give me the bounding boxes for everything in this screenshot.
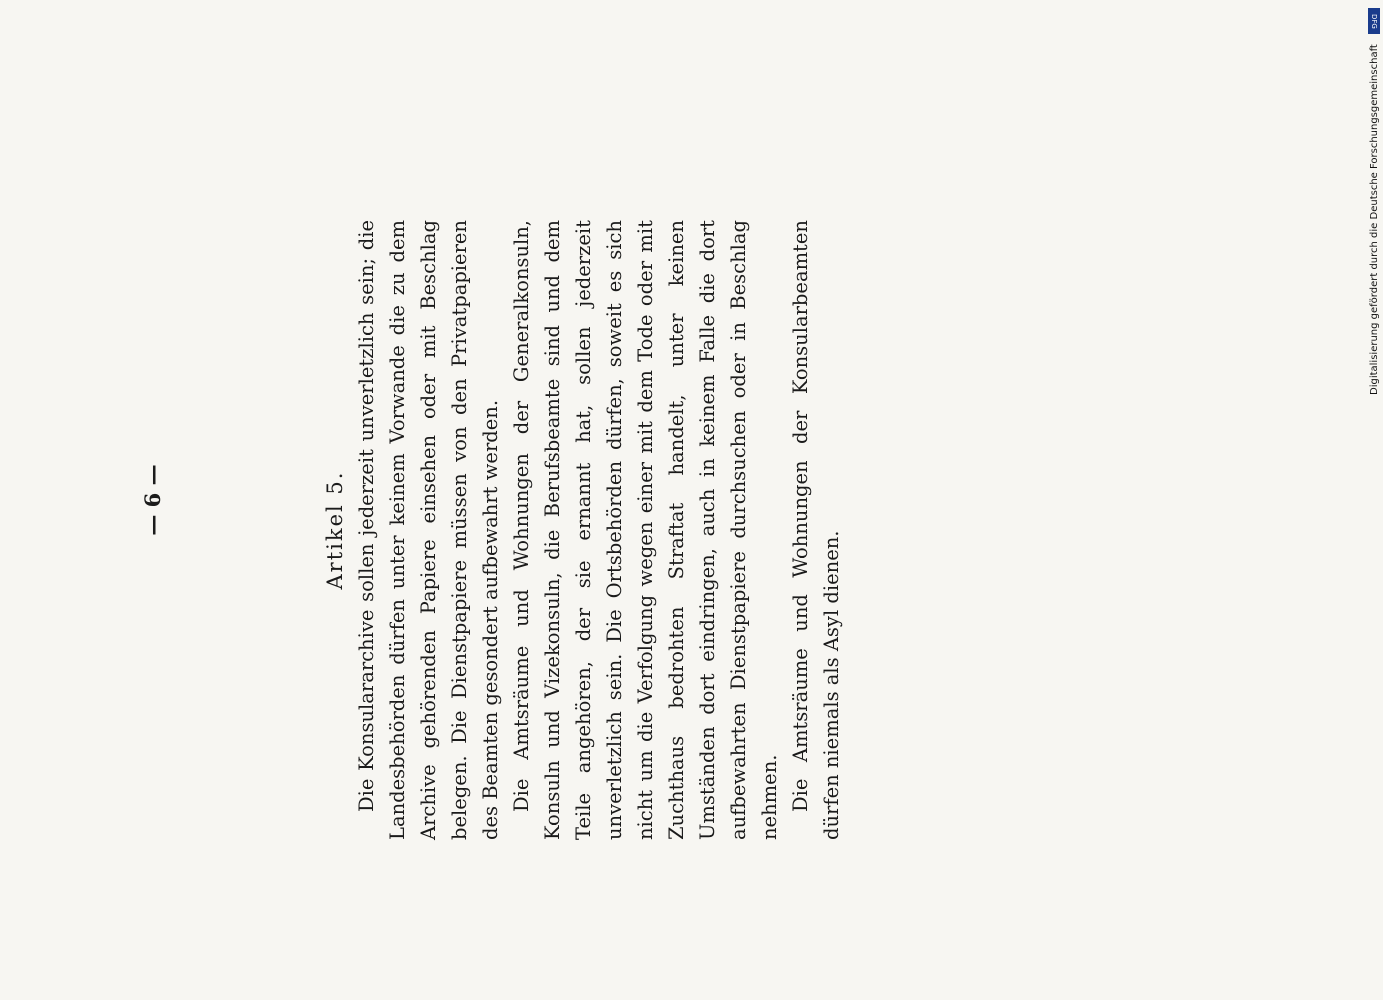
german-article-5-heading: Artikel 5. — [323, 470, 347, 590]
german-col-1 — [168, 165, 638, 865]
german-article-5-paragraph-3: Die Amtsräume und Wohnungen der Konsularbeamten dürfen niemals als Asyl dienen. — [789, 220, 843, 840]
dfg-logo: DFG — [1368, 8, 1380, 34]
german-article-5-paragraph-1: Die Konsulararchive sollen jederzeit unverletzlich sein; die Landesbehörden dürfen unter keinem Vorwande die zu dem Archive gehörenden Papiere einsehen oder mit Beschlag belegen. Die Dienstpapiere müssen von den Privatpapieren des Beamten gesondert aufbewahrt werden. — [355, 220, 502, 840]
dfg-credit-text: Digitalisierung gefördert durch die Deutsche Forschungsgemeinschaft — [1369, 44, 1380, 395]
page-number: — 6 — — [140, 464, 165, 536]
german-article-5-paragraph-2: Die Amtsräume und Wohnungen der Generalkonsuln, Konsuln und Vizekonsuln, die Berufsbeamte sind und dem Teile angehören, der sie ernannt hat, sollen jederzeit unverletzlich sein. Die Ortsbehörden dürfen, soweit es sich nicht um die Verfolgung wegen einer mit dem Tode oder mit Zuchthaus bedrohten Straftat handelt, unter keinen Umständen dort eindringen, auch in keinem Falle die dort aufbewahrten Dienstpapiere durchsuchen oder in Beschlag nehmen. — [510, 220, 781, 840]
